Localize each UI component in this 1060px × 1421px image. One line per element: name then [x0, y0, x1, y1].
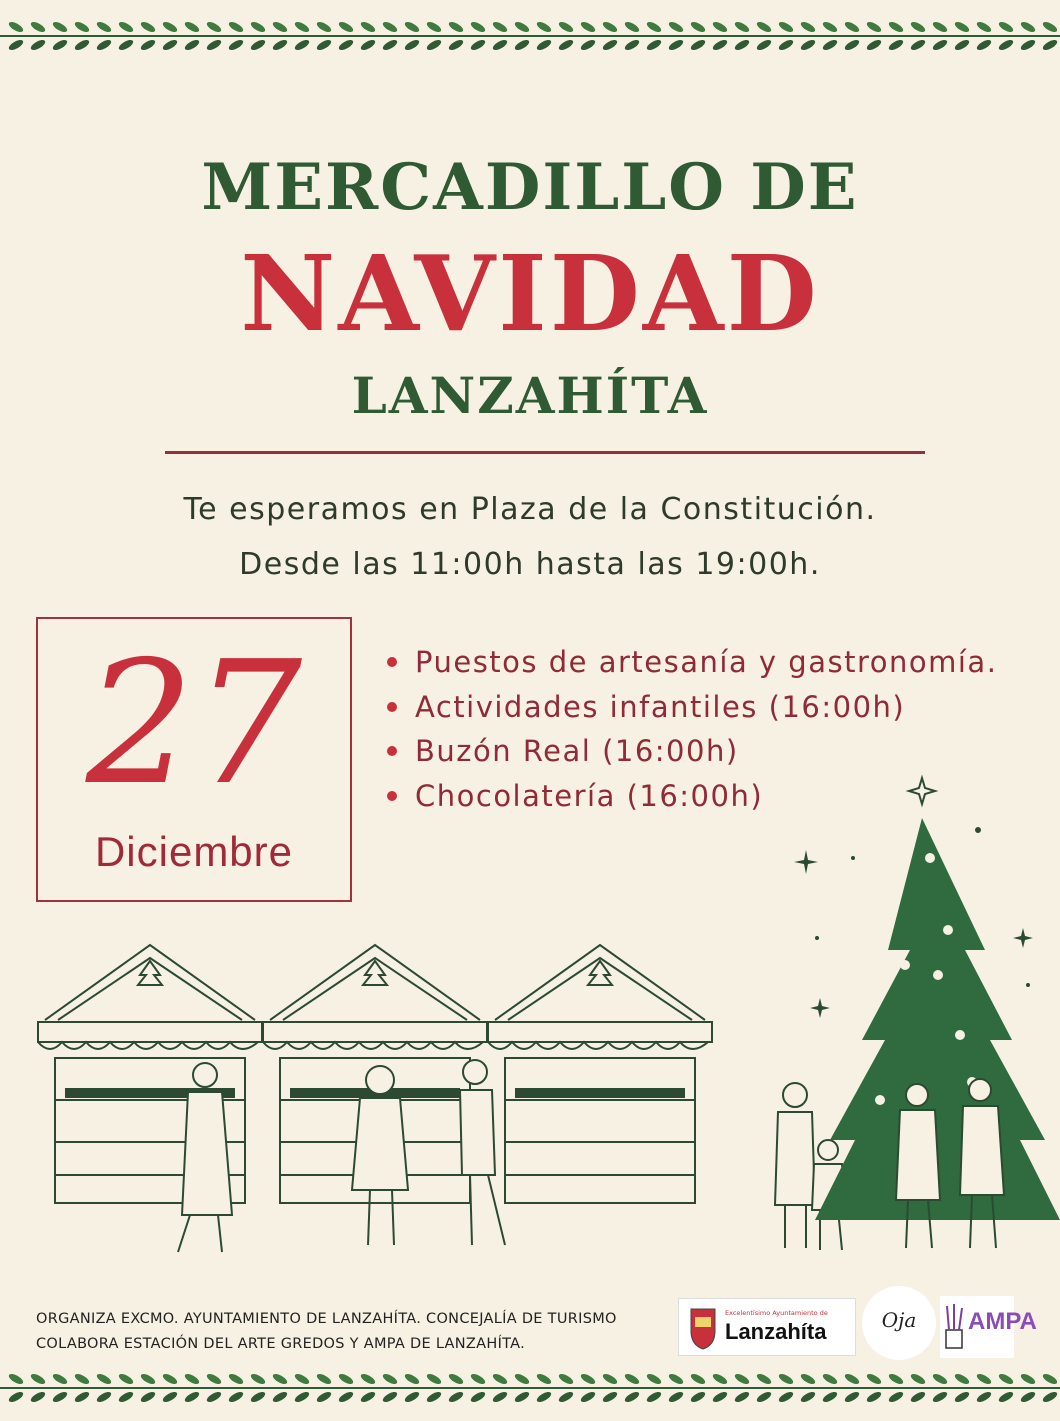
footer-collaborators: COLABORA ESTACIÓN DEL ARTE GREDOS Y AMPA DE LANZAHÍTA. [36, 1336, 526, 1352]
brushes-icon [942, 1302, 968, 1352]
location-text: Te esperamos en Plaza de la Constitución. [183, 492, 877, 527]
bullet-icon [387, 746, 397, 756]
activity-item: Puestos de artesanía y gastronomía. [385, 640, 1060, 685]
ampa-logo: AMPA [940, 1296, 1014, 1358]
activity-item: Actividades infantiles (16:00h) [385, 685, 1060, 730]
date-day: 27 [85, 625, 303, 823]
estacion-arte-signature: Oja [881, 1308, 917, 1332]
garland-bottom [0, 1360, 1060, 1416]
activity-item: Buzón Real (16:00h) [385, 729, 1060, 774]
ayuntamiento-logo: Excelentísimo Ayuntamiento de Lanzahíta [678, 1298, 856, 1356]
garland-top [0, 8, 1060, 64]
sparkle-icon [810, 998, 830, 1018]
bullet-icon [387, 702, 397, 712]
market-stall-3 [488, 945, 712, 1203]
title-line-3: LANZAHÍTA [351, 366, 709, 425]
activity-item: Chocolatería (16:00h) [385, 774, 1060, 819]
star-icon [909, 778, 935, 804]
sparkle-icon [1013, 928, 1033, 948]
title-line-1: MERCADILLO DE [201, 150, 859, 225]
footer-organizer: ORGANIZA EXCMO. AYUNTAMIENTO DE LANZAHÍTA. CONCEJALÍA DE TURISMO [36, 1311, 617, 1327]
market-scene-illustration [0, 770, 1060, 1290]
estacion-arte-logo [862, 1286, 936, 1360]
schedule-text: Desde las 11:00h hasta las 19:00h. [239, 547, 821, 582]
sparkle-icon [794, 850, 818, 874]
divider-rule [165, 451, 925, 454]
title-line-2: NAVIDAD [240, 232, 820, 355]
coat-of-arms-icon [683, 1303, 723, 1351]
bullet-icon [387, 657, 397, 667]
date-month: Diciembre [94, 828, 294, 875]
